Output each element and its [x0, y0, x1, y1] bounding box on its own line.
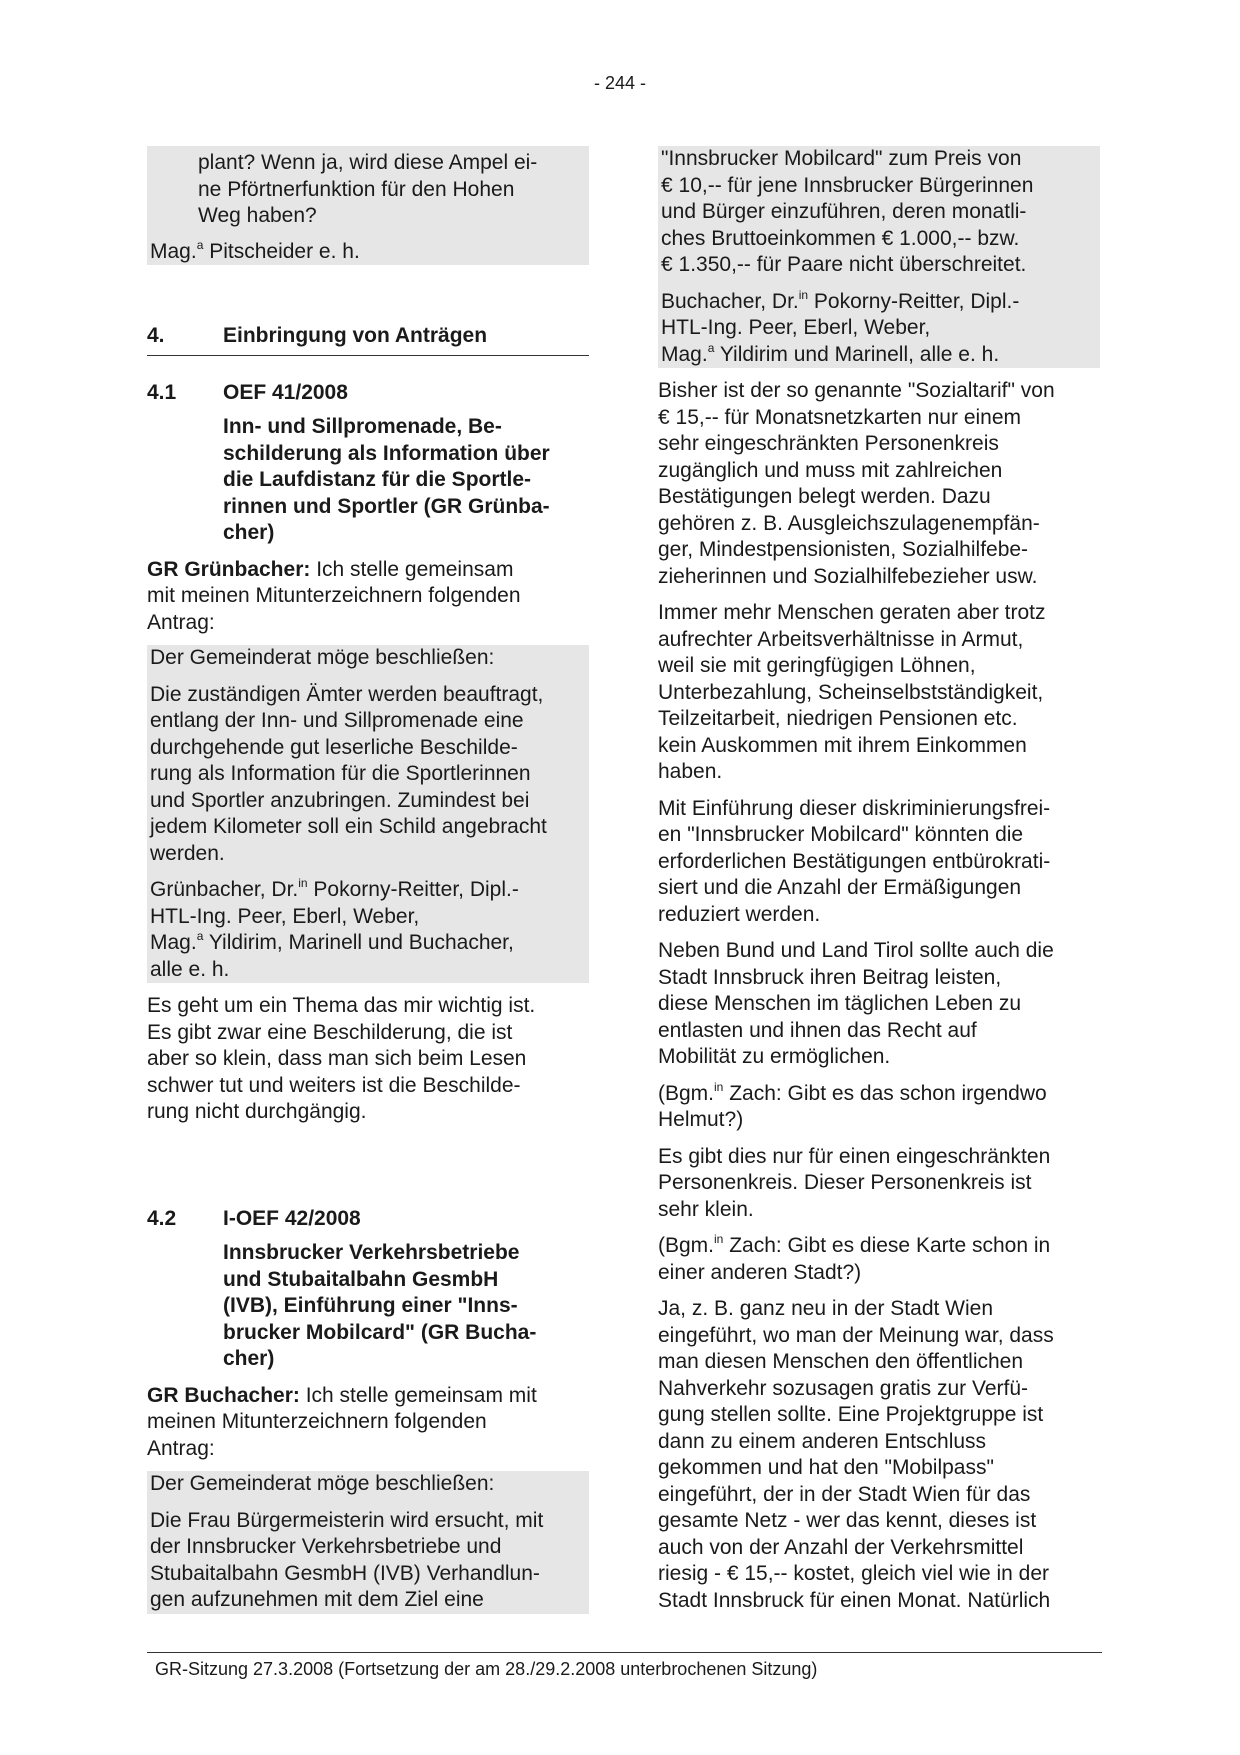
- speaker-statement: GR Buchacher: Ich stelle gemeinsam mit meinen Mitunterzeichnern folgenden Antrag:: [147, 1383, 537, 1460]
- body-paragraph: Es gibt dies nur für einen eingeschränkten Personenkreis. Dieser Personenkreis ist sehr klein.: [658, 1144, 1051, 1221]
- motion-box-continued: [658, 146, 1100, 368]
- body-paragraph: Ja, z. B. ganz neu in der Stadt Wien eingeführt, wo man der Meinung war, dass man diesen Menschen den öffentlichen Nahverkehr sozusagen gratis zur Verfü- gung stellen sollte. Eine Projektgruppe ist dann zu einem anderen Entschluss gekommen und hat den "Mobilpass" eingeführt, der in der Stadt Wien für das gesamte Netz - wer das kennt, dieses ist auch von der Anzahl der Verkehrsmittel riesig - € 15,-- kostet, gleich viel wie in der Stadt Innsbruck für einen Monat. Natürlich: [658, 1297, 1054, 1612]
- item-title: Inn- und Sillpromenade, Be- schilderung als Information über die Laufdistanz für die Sportle- rinnen und Sportler (GR Grünba- cher): [223, 415, 550, 544]
- speaker-statement: GR Grünbacher: Ich stelle gemeinsam mit meinen Mitunterzeichnern folgenden Antrag:: [147, 557, 521, 634]
- item-code: I-OEF 42/2008: [223, 1206, 361, 1230]
- motion-signers: Grünbacher, Dr.$^{in}$ Pokorny-Reitter, Dipl.- HTL-Ing. Peer, Eberl, Weber, Mag.$^a$ Yildirim, Marinell und Buchacher, alle e. h.: [150, 876, 519, 981]
- item-heading-4-2: [147, 1206, 589, 1233]
- speaker-name: GR Buchacher:: [147, 1383, 300, 1407]
- item-number: 4.2: [147, 1206, 177, 1230]
- left-column: [147, 146, 589, 1614]
- item-heading-4-1: [147, 380, 589, 407]
- motion-text-continued: "Innsbrucker Mobilcard" zum Preis von € 10,-- für jene Innsbrucker Bürgerinnen und Bürger einzuführen, deren monatli- ches Bruttoeinkommen € 1.000,-- bzw. € 1.350,-- für Paare nicht überschreitet.: [661, 147, 1034, 276]
- page-footer: GR-Sitzung 27.3.2008 (Fortsetzung der am 28./29.2.2008 unterbrochenen Sitzung): [155, 1659, 818, 1679]
- right-column: [658, 146, 1100, 1614]
- interjection: (Bgm.$^{in}$ Zach: Gibt es das schon irgendwo Helmut?): [658, 1079, 1047, 1131]
- section-number: 4.: [147, 324, 165, 347]
- motion-resolve: Der Gemeinderat möge beschließen:: [150, 1472, 495, 1495]
- speaker-name: GR Grünbacher:: [147, 557, 311, 581]
- item-code: OEF 41/2008: [223, 380, 348, 404]
- motion-box: [147, 645, 589, 983]
- motion-signers: Buchacher, Dr.$^{in}$ Pokorny-Reitter, Dipl.- HTL-Ing. Peer, Eberl, Weber, Mag.$^a$ Yildirim und Marinell, alle e. h.: [661, 287, 1020, 366]
- body-paragraph: Es geht um ein Thema das mir wichtig ist. Es gibt zwar eine Beschilderung, die ist aber so klein, dass man sich beim Lesen schwer tut und weiters ist die Beschilde- rung nicht durchgängig.: [147, 994, 536, 1123]
- section-heading: [147, 323, 589, 356]
- motion-resolve: Der Gemeinderat möge beschließen:: [150, 646, 495, 669]
- body-paragraph: Bisher ist der so genannte "Sozialtarif" von € 15,-- für Monatsnetzkarten nur einem sehr eingeschränkten Personenkreis zugänglich und muss mit zahlreichen Bestätigungen belegt werden. Dazu gehören z. B. Ausgleichszulagenempfän- ger, Mindestpensionisten, Sozialhilfebe- zieherinnen und Sozialhilfebezieher usw.: [658, 379, 1055, 588]
- body-paragraph: Immer mehr Menschen geraten aber trotz aufrechter Arbeitsverhältnisse in Armut, weil sie mit geringfügigen Löhnen, Unterbezahlung, Scheinselbstständigkeit, Teilzeitarbeit, niedrigen Pensionen etc. kein Auskommen mit ihrem Einkommen haben.: [658, 601, 1046, 783]
- footer-rule: [147, 1652, 1102, 1653]
- previous-question-box: [147, 146, 589, 265]
- question-continuation: plant? Wenn ja, wird diese Ampel ei- ne Pförtnerfunktion für den Hohen Weg haben?: [198, 151, 538, 227]
- body-paragraph: Mit Einführung dieser diskriminierungsfrei- en "Innsbrucker Mobilcard" könnten die erforderlichen Bestätigungen entbürokrati- siert und die Anzahl der Ermäßigungen reduziert werden.: [658, 796, 1051, 926]
- motion-text: Die Frau Bürgermeisterin wird ersucht, mit der Innsbrucker Verkehrsbetriebe und Stubaitalbahn GesmbH (IVB) Verhandlun- gen aufzunehmen mit dem Ziel eine: [150, 1508, 544, 1611]
- section-title: Einbringung von Anträgen: [223, 324, 488, 347]
- item-title: Innsbrucker Verkehrsbetriebe und Stubaitalbahn GesmbH (IVB), Einführung einer "Inns- brucker Mobilcard" (GR Bucha- cher): [223, 1241, 537, 1370]
- motion-box: [147, 1471, 589, 1614]
- item-number: 4.1: [147, 380, 177, 404]
- motion-text: Die zuständigen Ämter werden beauftragt, entlang der Inn- und Sillpromenade eine durchgehende gut leserliche Beschilde- rung als Information für die Sportlerinnen und Sportler anzubringen. Zumindest bei jedem Kilometer soll ein Schild angebracht werden.: [150, 682, 547, 865]
- body-paragraph: Neben Bund und Land Tirol sollte auch die Stadt Innsbruck ihren Beitrag leisten, diese Menschen im täglichen Leben zu entlasten und ihnen das Recht auf Mobilität zu ermöglichen.: [658, 939, 1054, 1068]
- page-number: - 244 -: [593, 73, 647, 93]
- question-responder: Mag.$^a$ Pitscheider e. h.: [150, 237, 360, 263]
- interjection: (Bgm.$^{in}$ Zach: Gibt es diese Karte schon in einer anderen Stadt?): [658, 1232, 1051, 1284]
